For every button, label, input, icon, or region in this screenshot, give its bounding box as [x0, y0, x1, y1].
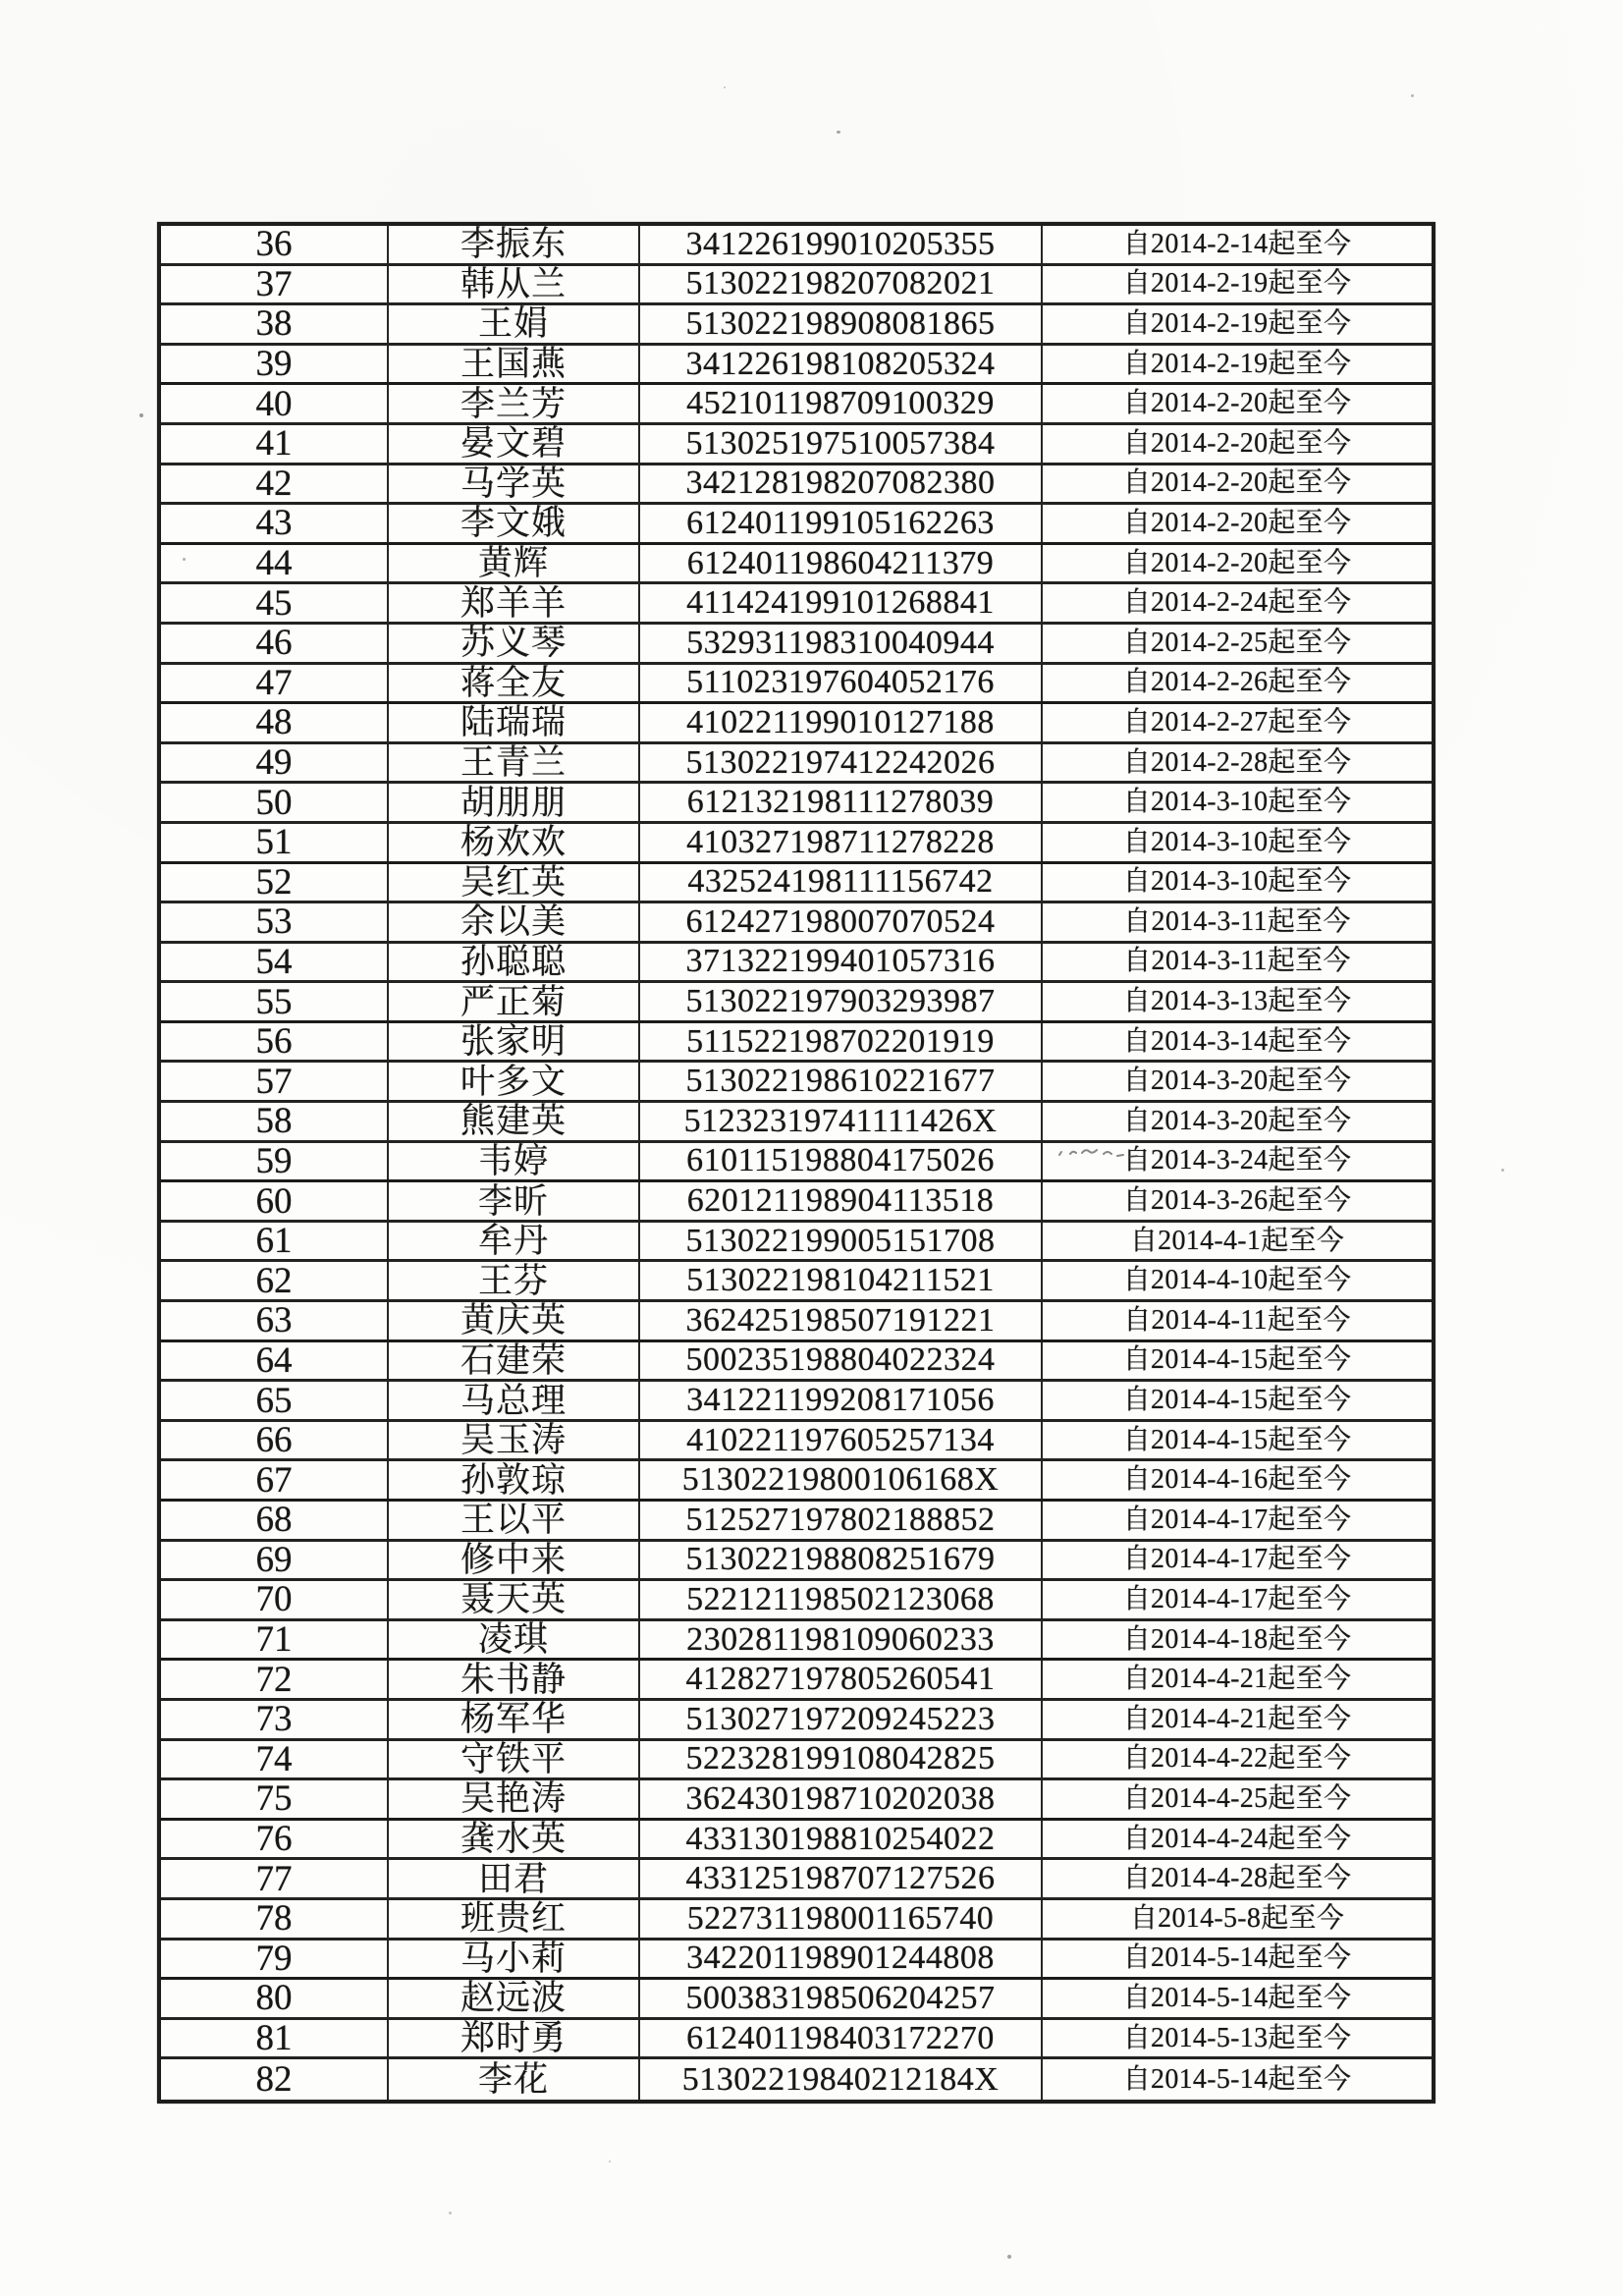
table-row	[161, 1262, 1432, 1302]
validity-period-cell: 自2014-4-24起至今	[1122, 1823, 1352, 1854]
scan-speck	[837, 131, 840, 134]
person-name-cell: 聂天英	[389, 1581, 640, 1618]
id-number-cell: 452101198709100329	[640, 385, 1043, 422]
row-number-cell: 43	[161, 505, 389, 542]
row-number-cell: 68	[161, 1502, 389, 1539]
id-number-cell: 610115198804175026	[640, 1143, 1043, 1180]
person-name-cell: 王娟	[389, 305, 640, 343]
person-name-cell: 晏文碧	[389, 425, 640, 463]
table-row	[161, 983, 1432, 1023]
row-number-cell: 58	[161, 1103, 389, 1140]
person-name-cell: 李文娥	[389, 505, 640, 542]
validity-period-cell: 自2014-2-20起至今	[1122, 467, 1352, 499]
id-number-cell: 511023197604052176	[640, 665, 1043, 702]
table-row	[161, 1539, 1432, 1582]
validity-period-cell: 自2014-4-10起至今	[1122, 1265, 1352, 1296]
row-number-cell: 59	[161, 1143, 389, 1180]
person-name-cell: 黄庆英	[389, 1302, 640, 1339]
id-number-cell: 513022199005151708	[640, 1223, 1043, 1260]
row-number-cell: 39	[161, 346, 389, 383]
table-row	[161, 1302, 1432, 1342]
validity-period-cell: 自2014-3-24起至今	[1122, 1145, 1352, 1176]
scan-speck	[139, 413, 143, 417]
validity-period-cell: 自2014-4-11起至今	[1123, 1304, 1351, 1336]
validity-period-cell: 自2014-5-8起至今	[1129, 1902, 1345, 1934]
row-number-cell: 64	[161, 1342, 389, 1380]
id-number-cell: 512527197802188852	[640, 1502, 1043, 1539]
validity-period-cell: 自2014-2-25起至今	[1122, 627, 1352, 658]
validity-period-cell: 自2014-2-20起至今	[1122, 547, 1352, 578]
id-number-cell: 410327198711278228	[640, 824, 1043, 861]
table-row	[161, 1422, 1432, 1462]
id-number-cell: 513022198207082021	[640, 266, 1043, 303]
person-name-cell: 黄辉	[389, 545, 640, 582]
id-number-cell: 513022197903293987	[640, 983, 1043, 1020]
row-number-cell: 72	[161, 1661, 389, 1698]
validity-period-cell: 自2014-4-18起至今	[1122, 1623, 1352, 1655]
validity-period-cell: 自2014-3-10起至今	[1122, 826, 1352, 857]
row-number-cell: 60	[161, 1182, 389, 1220]
table-row	[161, 2059, 1432, 2100]
person-name-cell: 蒋全友	[389, 665, 640, 702]
table-row	[161, 1621, 1432, 1662]
id-number-cell: 51232319741111426X	[640, 1103, 1043, 1140]
row-number-cell: 52	[161, 864, 389, 902]
table-row	[161, 1223, 1432, 1263]
person-name-cell: 孙敦琼	[389, 1461, 640, 1499]
id-number-cell: 513022197412242026	[640, 744, 1043, 782]
person-name-cell: 王以平	[389, 1502, 640, 1539]
row-number-cell: 79	[161, 1941, 389, 1978]
validity-period-cell: 自2014-4-15起至今	[1122, 1424, 1352, 1455]
row-number-cell: 36	[161, 226, 389, 263]
row-number-cell: 47	[161, 665, 389, 702]
table-row	[161, 903, 1432, 944]
table-row	[161, 662, 1432, 705]
table-row	[161, 385, 1432, 425]
validity-period-cell: 自2014-4-21起至今	[1122, 1664, 1352, 1695]
id-number-cell: 362430198710202038	[640, 1780, 1043, 1818]
table-row	[161, 1738, 1432, 1781]
person-name-cell: 韦婷	[389, 1143, 640, 1180]
validity-period-cell: 自2014-2-28起至今	[1122, 746, 1352, 778]
id-number-cell: 511522198702201919	[640, 1023, 1043, 1061]
validity-period-cell: 自2014-4-16起至今	[1122, 1464, 1352, 1496]
validity-period-cell: 自2014-3-11起至今	[1123, 905, 1351, 937]
person-name-cell: 王青兰	[389, 744, 640, 782]
row-number-cell: 48	[161, 704, 389, 741]
table-row	[161, 263, 1432, 306]
id-number-cell: 513022198808251679	[640, 1542, 1043, 1579]
validity-period-cell: 自2014-2-20起至今	[1122, 427, 1352, 459]
person-name-cell: 杨军华	[389, 1701, 640, 1738]
validity-period-cell: 自2014-3-26起至今	[1122, 1185, 1352, 1217]
person-name-cell: 李花	[389, 2059, 640, 2100]
row-number-cell: 57	[161, 1063, 389, 1100]
id-number-cell: 342201198901244808	[640, 1941, 1043, 1978]
table-row	[161, 505, 1432, 545]
table-row	[161, 861, 1432, 904]
person-name-cell: 郑时勇	[389, 2020, 640, 2057]
row-number-cell: 38	[161, 305, 389, 343]
id-number-cell: 620121198904113518	[640, 1182, 1043, 1220]
table-row	[161, 1461, 1432, 1502]
row-number-cell: 74	[161, 1741, 389, 1778]
table-row	[161, 226, 1432, 266]
row-number-cell: 76	[161, 1821, 389, 1858]
validity-period-cell: 自2014-4-17起至今	[1122, 1503, 1352, 1535]
validity-period-cell: 自2014-5-13起至今	[1122, 2022, 1352, 2053]
person-name-cell: 凌琪	[389, 1621, 640, 1659]
table-row	[161, 1063, 1432, 1103]
table-row	[161, 1581, 1432, 1621]
table-row	[161, 465, 1432, 506]
table-row	[161, 784, 1432, 824]
validity-period-cell: 自2014-3-20起至今	[1122, 1066, 1352, 1097]
table-row	[161, 2020, 1432, 2060]
id-number-cell: 432524198111156742	[640, 864, 1043, 902]
person-name-cell: 班贵红	[389, 1900, 640, 1938]
scan-speck	[1501, 1169, 1504, 1172]
id-number-cell: 532931198310040944	[640, 625, 1043, 662]
validity-period-cell: 自2014-4-15起至今	[1122, 1385, 1352, 1416]
row-number-cell: 50	[161, 784, 389, 821]
id-number-cell: 522731198001165740	[640, 1900, 1043, 1938]
table-row	[161, 1182, 1432, 1223]
validity-period-cell: 自2014-4-25起至今	[1122, 1782, 1352, 1814]
person-name-cell: 李昕	[389, 1182, 640, 1220]
id-number-cell: 612427198007070524	[640, 903, 1043, 941]
table-row	[161, 1821, 1432, 1861]
id-number-cell: 51302219800106168X	[640, 1461, 1043, 1499]
validity-period-cell: 自2014-4-21起至今	[1122, 1703, 1352, 1734]
validity-period-cell: 自2014-5-14起至今	[1122, 1942, 1352, 1974]
row-number-cell: 41	[161, 425, 389, 463]
table-row	[161, 941, 1432, 984]
scan-speck	[1007, 2255, 1011, 2259]
table-row	[161, 1502, 1432, 1542]
person-name-cell: 赵远波	[389, 1980, 640, 2017]
table-row	[161, 625, 1432, 665]
id-number-cell: 341226199010205355	[640, 226, 1043, 263]
id-number-cell: 433125198707127526	[640, 1860, 1043, 1897]
table-row	[161, 1103, 1432, 1143]
row-number-cell: 49	[161, 744, 389, 782]
person-name-cell: 余以美	[389, 903, 640, 941]
validity-period-cell: 自2014-2-19起至今	[1122, 307, 1352, 339]
validity-period-cell: 自2014-3-13起至今	[1122, 986, 1352, 1017]
person-name-cell: 王国燕	[389, 346, 640, 383]
table-row	[161, 1023, 1432, 1064]
id-number-cell: 342128198207082380	[640, 465, 1043, 503]
row-number-cell: 40	[161, 385, 389, 422]
person-name-cell: 守铁平	[389, 1741, 640, 1778]
validity-period-cell: 自2014-2-20起至今	[1122, 507, 1352, 538]
person-name-cell: 田君	[389, 1860, 640, 1897]
row-number-cell: 75	[161, 1780, 389, 1818]
table-row	[161, 1980, 1432, 2020]
id-number-cell: 371322199401057316	[640, 944, 1043, 981]
row-number-cell: 54	[161, 944, 389, 981]
row-number-cell: 53	[161, 903, 389, 941]
validity-period-cell: 自2014-2-14起至今	[1122, 228, 1352, 259]
row-number-cell: 42	[161, 465, 389, 503]
person-name-cell: 朱书静	[389, 1661, 640, 1698]
row-number-cell: 82	[161, 2059, 389, 2100]
person-name-cell: 龚水英	[389, 1821, 640, 1858]
row-number-cell: 80	[161, 1980, 389, 2017]
scan-speck	[609, 2160, 611, 2162]
table-row	[161, 305, 1432, 346]
table-row	[161, 346, 1432, 386]
person-name-cell: 苏义琴	[389, 625, 640, 662]
table-row	[161, 824, 1432, 864]
validity-period-cell: 自2014-2-27起至今	[1122, 706, 1352, 738]
id-number-cell: 341221199208171056	[640, 1382, 1043, 1419]
row-number-cell: 65	[161, 1382, 389, 1419]
id-number-cell: 522328199108042825	[640, 1741, 1043, 1778]
table-row	[161, 744, 1432, 785]
person-name-cell: 叶多文	[389, 1063, 640, 1100]
row-number-cell: 56	[161, 1023, 389, 1061]
row-number-cell: 81	[161, 2020, 389, 2057]
validity-period-cell: 自2014-2-19起至今	[1122, 268, 1352, 300]
row-number-cell: 51	[161, 824, 389, 861]
row-number-cell: 66	[161, 1422, 389, 1459]
id-number-cell: 433130198810254022	[640, 1821, 1043, 1858]
table-row	[161, 1860, 1432, 1900]
person-name-cell: 熊建英	[389, 1103, 640, 1140]
person-name-cell: 吴玉涛	[389, 1422, 640, 1459]
validity-period-cell: 自2014-4-28起至今	[1122, 1863, 1352, 1894]
id-number-cell: 500235198804022324	[640, 1342, 1043, 1380]
table-row	[161, 704, 1432, 744]
id-number-cell: 513022198104211521	[640, 1262, 1043, 1299]
person-name-cell: 牟丹	[389, 1223, 640, 1260]
id-number-cell: 411424199101268841	[640, 584, 1043, 622]
person-name-cell: 修中来	[389, 1542, 640, 1579]
validity-period-cell: 自2014-3-10起至今	[1122, 866, 1352, 898]
table-row	[161, 425, 1432, 465]
person-name-cell: 吴红英	[389, 864, 640, 902]
validity-period-cell: 自2014-4-15起至今	[1122, 1344, 1352, 1376]
person-name-cell: 孙聪聪	[389, 944, 640, 981]
row-number-cell: 63	[161, 1302, 389, 1339]
id-number-cell: 513022198908081865	[640, 305, 1043, 343]
person-name-cell: 马学英	[389, 465, 640, 503]
row-number-cell: 73	[161, 1701, 389, 1738]
table-row	[161, 1140, 1432, 1183]
validity-period-cell: 自2014-4-17起至今	[1122, 1583, 1352, 1614]
person-name-cell: 郑羊羊	[389, 584, 640, 622]
id-number-cell: 230281198109060233	[640, 1621, 1043, 1659]
person-name-cell: 吴艳涛	[389, 1780, 640, 1818]
person-name-cell: 马总理	[389, 1382, 640, 1419]
scan-speck	[449, 2212, 452, 2214]
row-number-cell: 67	[161, 1461, 389, 1499]
validity-period-cell: 自2014-2-20起至今	[1122, 388, 1352, 419]
id-number-cell: 410221197605257134	[640, 1422, 1043, 1459]
scan-speck	[1411, 94, 1414, 97]
person-name-cell: 韩从兰	[389, 266, 640, 303]
validity-period-cell: 自2014-3-14起至今	[1122, 1025, 1352, 1057]
id-number-cell: 522121198502123068	[640, 1581, 1043, 1618]
table-row	[161, 1900, 1432, 1941]
validity-period-cell: 自2014-5-14起至今	[1122, 2063, 1352, 2095]
row-number-cell: 78	[161, 1900, 389, 1938]
validity-period-cell: 自2014-4-17起至今	[1122, 1544, 1352, 1575]
person-name-cell: 严正菊	[389, 983, 640, 1020]
row-number-cell: 44	[161, 545, 389, 582]
person-name-cell: 胡朋朋	[389, 784, 640, 821]
table-row	[161, 1382, 1432, 1422]
row-number-cell: 45	[161, 584, 389, 622]
id-number-cell: 500383198506204257	[640, 1980, 1043, 2017]
id-number-cell: 341226198108205324	[640, 346, 1043, 383]
validity-period-cell: 自2014-3-20起至今	[1122, 1105, 1352, 1136]
person-name-cell: 杨欢欢	[389, 824, 640, 861]
validity-period-cell: 自2014-5-14起至今	[1122, 1982, 1352, 2013]
id-number-cell: 51302219840212184X	[640, 2059, 1043, 2100]
person-name-cell: 李振东	[389, 226, 640, 263]
person-name-cell: 石建荣	[389, 1342, 640, 1380]
validity-period-cell: 自2014-2-26起至今	[1122, 667, 1352, 698]
row-number-cell: 69	[161, 1542, 389, 1579]
validity-period-cell: 自2014-2-24起至今	[1122, 587, 1352, 619]
table-row	[161, 1661, 1432, 1701]
validity-period-cell: 自2014-3-10起至今	[1122, 787, 1352, 818]
scan-speck	[724, 86, 726, 88]
id-number-cell: 612132198111278039	[640, 784, 1043, 821]
row-number-cell: 61	[161, 1223, 389, 1260]
id-number-cell: 362425198507191221	[640, 1302, 1043, 1339]
row-number-cell: 62	[161, 1262, 389, 1299]
personnel-roster-table	[157, 222, 1435, 2104]
person-name-cell: 王芬	[389, 1262, 640, 1299]
row-number-cell: 70	[161, 1581, 389, 1618]
person-name-cell: 张家明	[389, 1023, 640, 1061]
table-row	[161, 1339, 1432, 1383]
id-number-cell: 513027197209245223	[640, 1701, 1043, 1738]
id-number-cell: 412827197805260541	[640, 1661, 1043, 1698]
person-name-cell: 李兰芳	[389, 385, 640, 422]
table-row	[161, 1938, 1432, 1981]
validity-period-cell: 自2014-4-1起至今	[1129, 1225, 1345, 1256]
row-number-cell: 46	[161, 625, 389, 662]
id-number-cell: 612401199105162263	[640, 505, 1043, 542]
row-number-cell: 55	[161, 983, 389, 1020]
table-row	[161, 584, 1432, 625]
id-number-cell: 612401198604211379	[640, 545, 1043, 582]
table-row	[161, 1780, 1432, 1821]
id-number-cell: 612401198403172270	[640, 2020, 1043, 2057]
row-number-cell: 37	[161, 266, 389, 303]
person-name-cell: 马小莉	[389, 1941, 640, 1978]
table-row	[161, 1701, 1432, 1741]
row-number-cell: 77	[161, 1860, 389, 1897]
id-number-cell: 410221199010127188	[640, 704, 1043, 741]
validity-period-cell: 自2014-3-11起至今	[1123, 946, 1351, 977]
validity-period-cell: 自2014-4-22起至今	[1122, 1743, 1352, 1775]
person-name-cell: 陆瑞瑞	[389, 704, 640, 741]
row-number-cell: 71	[161, 1621, 389, 1659]
table-row	[161, 545, 1432, 585]
id-number-cell: 513025197510057384	[640, 425, 1043, 463]
validity-period-cell: 自2014-2-19起至今	[1122, 348, 1352, 379]
id-number-cell: 513022198610221677	[640, 1063, 1043, 1100]
